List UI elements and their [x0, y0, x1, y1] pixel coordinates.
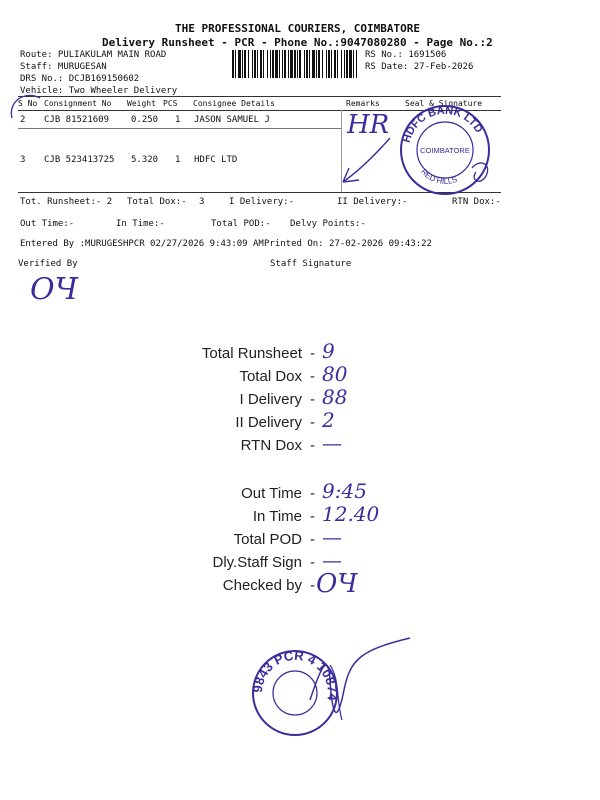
- summary-dash: -: [310, 577, 315, 594]
- rtn-dox-label: RTN Dox:-: [452, 197, 501, 207]
- barcode-bar: [279, 50, 280, 78]
- summary-handwritten-value: 9:45: [322, 479, 367, 503]
- barcode-bar: [312, 50, 315, 78]
- barcode-bar: [288, 50, 289, 78]
- summary-handwritten-value: —: [322, 548, 342, 572]
- remark-initials: HR: [347, 110, 390, 140]
- summary-dash: -: [310, 437, 315, 454]
- barcode-bar: [260, 50, 262, 78]
- barcode-bar: [344, 50, 345, 78]
- barcode-bar: [244, 50, 246, 78]
- summary-label: Out Time: [241, 485, 302, 502]
- summary-handwritten-value: 80: [322, 362, 348, 386]
- row1-consignee: JASON SAMUEL J: [194, 115, 270, 125]
- col-consignee: Consignee Details: [193, 99, 275, 108]
- summary-dash: -: [310, 485, 315, 502]
- barcode-bar: [284, 50, 286, 78]
- barcode-bar: [267, 50, 268, 78]
- row2-consignment: CJB 523413725: [44, 155, 115, 165]
- barcode-bar: [270, 50, 271, 78]
- barcode-bar: [290, 50, 293, 78]
- row1-pcs: 1: [175, 115, 181, 125]
- summary-dash: -: [310, 554, 315, 571]
- barcode-bar: [309, 50, 310, 78]
- summary-dash: -: [310, 391, 315, 408]
- row2-pcs: 1: [175, 155, 181, 165]
- summary-handwritten-value: —: [322, 525, 342, 549]
- barcode: [232, 50, 360, 78]
- verified-initials: ОЧ: [30, 272, 78, 307]
- staff-label: Staff: MURUGESAN: [20, 62, 107, 72]
- summary-dash: -: [310, 414, 315, 431]
- row2-sno: 3: [20, 155, 26, 165]
- summary-label: II Delivery: [235, 414, 302, 431]
- tot-dox-label: Total Dox:-: [127, 197, 187, 207]
- total-pod-label: Total POD:-: [211, 219, 271, 229]
- svg-text:COIMBATORE: COIMBATORE: [420, 146, 470, 155]
- summary-label: Dly.Staff Sign: [212, 554, 302, 571]
- summary-dash: -: [310, 368, 315, 385]
- svg-text:RED HILLS: RED HILLS: [419, 167, 459, 187]
- barcode-bar: [263, 50, 264, 78]
- row2-consignee: HDFC LTD: [194, 155, 238, 165]
- barcode-bar: [294, 50, 296, 78]
- barcode-bar: [334, 50, 336, 78]
- entered-by: Entered By :MURUGESHPCR 02/27/2026 9:43:09 AM: [20, 239, 264, 249]
- vehicle-label: Vehicle: Two Wheeler Delivery: [20, 86, 178, 96]
- barcode-bar: [272, 50, 274, 78]
- col-remarks: Remarks: [346, 99, 380, 108]
- summary-label: Total Dox: [239, 368, 302, 385]
- summary-label: Total POD: [233, 531, 302, 548]
- delvy-points-label: Delvy Points:-: [290, 219, 366, 229]
- summary-handwritten-value: 9: [322, 339, 335, 363]
- staff-signature-label: Staff Signature: [270, 259, 352, 269]
- barcode-bar: [346, 50, 348, 78]
- drs-number: DRS No.: DCJB169150602: [20, 74, 140, 84]
- barcode-bar: [235, 50, 236, 78]
- barcode-bar: [252, 50, 253, 78]
- barcode-bar: [337, 50, 338, 78]
- row1-consignment: CJB 81521609: [44, 115, 110, 125]
- row2-weight: 5.320: [131, 155, 159, 165]
- verified-by-label: Verified By: [18, 259, 78, 269]
- barcode-bar: [341, 50, 342, 78]
- rs-number: RS No.: 1691506: [365, 50, 447, 60]
- summary-dash: -: [310, 345, 315, 362]
- barcode-bar: [275, 50, 278, 78]
- ii-delivery-label: II Delivery:-: [337, 197, 408, 207]
- checked-by-initials: ОЧ: [316, 569, 358, 599]
- barcode-bar: [232, 50, 234, 78]
- barcode-bar: [242, 50, 243, 78]
- barcode-bar: [299, 50, 301, 78]
- svg-text:HDFC BANK LTD: HDFC BANK LTD: [400, 104, 485, 145]
- barcode-bar: [331, 50, 332, 78]
- barcode-bar: [318, 50, 320, 78]
- summary-label: Checked by: [222, 577, 302, 594]
- barcode-bar: [282, 50, 283, 78]
- summary-handwritten-value: 12.40: [322, 502, 380, 526]
- col-weight: Weight: [127, 99, 156, 108]
- tot-runsheet: Tot. Runsheet:- 2: [20, 197, 113, 207]
- barcode-bar: [238, 50, 241, 78]
- barcode-bar: [257, 50, 258, 78]
- summary-label: RTN Dox: [240, 437, 302, 454]
- barcode-bar: [248, 50, 249, 78]
- tot-dox-value: 3: [199, 197, 205, 207]
- barcode-bar: [328, 50, 330, 78]
- table-top-rule: [18, 96, 501, 97]
- row1-weight: 0.250: [131, 115, 159, 125]
- barcode-bar: [356, 50, 357, 78]
- barcode-bar: [306, 50, 308, 78]
- summary-handwritten-value: 2: [322, 408, 335, 432]
- barcode-bar: [322, 50, 323, 78]
- row1-sno: 2: [20, 115, 26, 125]
- row-divider: [18, 128, 341, 129]
- barcode-bar: [297, 50, 298, 78]
- summary-label: I Delivery: [239, 391, 302, 408]
- rs-date: RS Date: 27-Feb-2026: [365, 62, 474, 72]
- route-label: Route: PULIAKULAM MAIN ROAD: [20, 50, 167, 60]
- runsheet-subtitle: Delivery Runsheet - PCR - Phone No.:9047080280 - Page No.:2: [102, 36, 493, 49]
- barcode-bar: [304, 50, 305, 78]
- summary-label: In Time: [252, 508, 302, 525]
- svg-text:9843 PCR 4 10874: 9843 PCR 4 10874: [249, 647, 341, 702]
- i-delivery-label: I Delivery:-: [229, 197, 295, 207]
- col-consignment: Consignment No: [44, 99, 112, 108]
- staff-signature-scribble: [300, 630, 420, 740]
- barcode-bar: [316, 50, 317, 78]
- col-pcs: PCS: [163, 99, 178, 108]
- col-seal: Seal & Signature: [405, 99, 483, 108]
- in-time-label: In Time:-: [116, 219, 165, 229]
- summary-dash: -: [310, 508, 315, 525]
- barcode-bar: [349, 50, 352, 78]
- barcode-bar: [254, 50, 256, 78]
- company-name: THE PROFESSIONAL COURIERS, COIMBATORE: [175, 22, 421, 35]
- col-sno: S No: [18, 99, 38, 108]
- barcode-bar: [326, 50, 327, 78]
- sno-circle-mark: [6, 88, 46, 128]
- stamp-squiggle-mark: [468, 158, 498, 188]
- printed-on: Printed On: 27-02-2026 09:43:22: [264, 239, 432, 249]
- summary-handwritten-value: 88: [322, 385, 348, 409]
- summary-dash: -: [310, 531, 315, 548]
- summary-handwritten-value: —: [322, 431, 342, 455]
- barcode-bar: [353, 50, 354, 78]
- summary-label: Total Runsheet: [201, 345, 302, 362]
- out-time-label: Out Time:-: [20, 219, 75, 229]
